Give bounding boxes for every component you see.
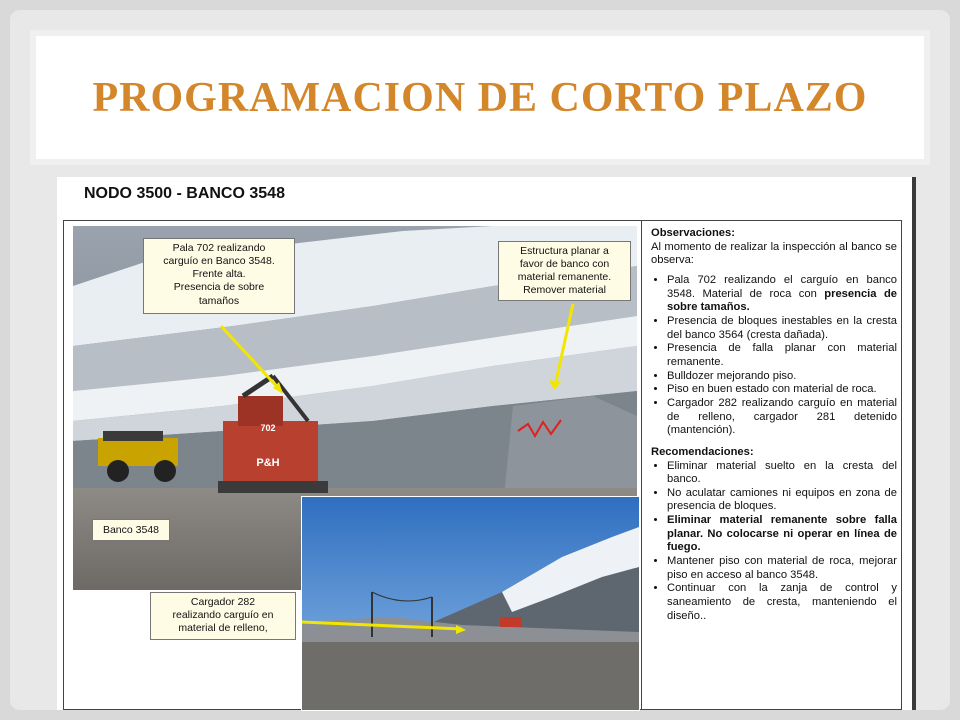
loader-photo <box>301 496 640 711</box>
list-item: • Pala 702 realizando el carguío en banco 3548. Material de roca con presencia de sobre tamaños. <box>667 274 897 315</box>
callout-cargador-line: realizando carguío en <box>172 609 274 622</box>
document-page <box>57 177 916 710</box>
list-item: • Eliminar material remanente sobre falla planar. No colocarse ni operar en línea de fuego. <box>667 514 897 555</box>
recomendaciones-title: Recomendaciones: <box>651 445 754 458</box>
list-item: • Bulldozer mejorando piso. <box>667 370 897 384</box>
callout-pala-line: tamaños <box>198 294 240 307</box>
title-box <box>30 30 930 165</box>
report-box <box>63 220 902 710</box>
callout-cargador-line: material de relleno, <box>178 622 268 635</box>
recomendaciones-list <box>651 460 897 624</box>
list-item: • Mantener piso con material de roca, mejorar piso en acceso al banco 3548. <box>667 555 897 582</box>
list-item: • No aculatar camiones ni equipos en zona de presencia de bloques. <box>667 487 897 514</box>
observaciones-intro: Al momento de realizar la inspección al banco se observa: <box>651 240 897 267</box>
list-item: • Cargador 282 realizando carguío en material de relleno, cargador 281 detenido (mantención). <box>667 397 897 438</box>
observaciones-list <box>651 274 897 438</box>
document-heading: NODO 3500 - BANCO 3548 <box>84 185 285 202</box>
callout-cargador <box>150 592 296 640</box>
observaciones-title: Observaciones: <box>651 227 735 239</box>
callout-estructura-line: Remover material <box>523 284 606 297</box>
observations-panel <box>651 227 897 631</box>
callout-pala-line: Frente alta. <box>192 268 246 281</box>
callout-pala-line: carguío en Banco 3548. <box>163 255 275 268</box>
loader-282 <box>500 617 522 627</box>
callout-cargador-line: Cargador 282 <box>190 596 256 608</box>
callout-pala-line: Pala 702 realizando <box>172 242 266 254</box>
callout-pala-line: Presencia de sobre <box>173 281 265 294</box>
shovel-number: 702 <box>260 423 276 433</box>
shovel-brand: P&H <box>256 457 280 469</box>
callout-banco: Banco 3548 <box>92 519 170 541</box>
callout-pala <box>143 238 295 314</box>
callout-estructura-line: favor de banco con <box>519 258 610 271</box>
column-divider <box>641 221 642 709</box>
callout-estructura-line: Estructura planar a <box>520 245 609 257</box>
list-item: • Presencia de bloques inestables en la cresta del banco 3564 (cresta dañada). <box>667 315 897 342</box>
list-item: • Presencia de falla planar con material remanente. <box>667 342 897 369</box>
callout-estructura <box>498 241 631 301</box>
slide-title: PROGRAMACION DE CORTO PLAZO <box>92 74 868 121</box>
loader-photo-illustration <box>302 497 639 710</box>
list-item: • Continuar con la zanja de control y saneamiento de cresta, manteniendo el diseño.. <box>667 582 897 623</box>
callout-estructura-line: material remanente. <box>517 271 612 284</box>
list-item: • Piso en buen estado con material de roca. <box>667 383 897 397</box>
list-item: • Eliminar material suelto en la cresta del banco. <box>667 460 897 487</box>
